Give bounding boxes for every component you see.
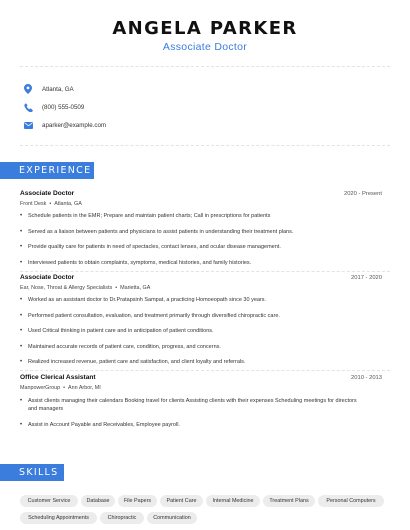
job-divider — [20, 370, 390, 371]
contact-divider — [20, 145, 390, 146]
job-title: Associate Doctor — [20, 274, 75, 281]
contact-email — [22, 118, 106, 132]
job-location: Atlanta, GA — [54, 201, 82, 207]
header-divider — [20, 66, 390, 67]
skill-chip: Scheduling Appointments — [20, 512, 97, 524]
skill-chip: Internal Medicine — [206, 495, 260, 507]
contact-location — [22, 82, 74, 96]
list-item: • Served as a liaison between patients and physicians to assist patients in understanding their treatment plans. — [20, 229, 294, 235]
list-item: • Interviewed patients to obtain complaints, symptoms, medical histories, and family histories. — [20, 260, 252, 266]
job-title: Office Clerical Assistant — [20, 374, 96, 381]
job-location: Marietta, GA — [120, 285, 151, 291]
list-item: • Worked as an assistant doctor to Dr.Pratapsinh Sampat, a practicing Homoeopath since 30 years. — [20, 297, 267, 303]
job-date: 2010 - 2013 — [351, 375, 382, 381]
job-date: 2017 - 2020 — [351, 275, 382, 281]
skill-chip: Database — [81, 495, 115, 507]
resume-name: ANGELA PARKER — [112, 18, 298, 39]
list-item: • Maintained accurate records of patient care, condition, progress, and concerns. — [20, 344, 221, 350]
job-company-line: ManpowerGroup • Ann Arbor, MI — [20, 385, 101, 391]
list-item: • Provide quality care for patients in need of spectacles, contact lenses, and ocular disease management. — [20, 244, 281, 250]
job-company: ManpowerGroup — [20, 385, 61, 391]
phone-icon — [22, 101, 34, 113]
list-item: • Performed patient consultation, evaluation, and treatment primarily through diversified chiropractic care. — [20, 313, 280, 319]
contact-phone — [22, 100, 84, 114]
job-date: 2020 - Present — [343, 191, 382, 197]
job-company-line: Ear, Nose, Throat & Allergy Specialists • Marietta, GA — [20, 285, 151, 291]
list-item: • Realized increased revenue, patient care and satisfaction, and client loyalty and referrals. — [20, 359, 246, 365]
experience-heading: EXPERIENCE — [0, 162, 94, 179]
resume-title: Associate Doctor — [162, 41, 248, 53]
contact-phone-text: (800) 555-0509 — [42, 103, 85, 111]
map-pin-icon — [22, 83, 34, 95]
list-item: • Assist in Account Payable and Receivables, Employee payroll. — [20, 422, 180, 428]
job-company: Front Desk — [20, 201, 47, 207]
skill-chip: Customer Service — [20, 495, 78, 507]
list-item: • Used Critical thinking in patient care and in anticipation of patient conditions. — [20, 328, 214, 334]
skills-heading: SKILLS — [0, 464, 64, 481]
list-item: • Schedule patients in the EMR; Prepare and maintain patient charts; Call in prescriptions for patients — [20, 213, 271, 219]
skill-chip: Treatment Plans — [263, 495, 315, 507]
job-company-line: Front Desk • Atlanta, GA — [20, 201, 82, 207]
job-company: Ear, Nose, Throat & Allergy Specialists — [20, 285, 113, 291]
job-location: Ann Arbor, MI — [68, 385, 101, 391]
envelope-icon — [22, 119, 34, 131]
skill-chip: Communication — [147, 512, 197, 524]
job-divider — [20, 271, 390, 272]
skill-chip: Chiropractic — [100, 512, 144, 524]
skill-chip: Patient Care — [160, 495, 203, 507]
job-title: Associate Doctor — [20, 190, 75, 197]
list-item: • Assist clients managing their calendars Booking travel for clients Assisting clients with their expenses Scheduling meetings for directors and managers — [20, 398, 357, 412]
skill-chip: Personal Computers — [318, 495, 384, 507]
skill-chip: File Papers — [118, 495, 157, 507]
contact-location-text: Atlanta, GA — [42, 85, 74, 93]
contact-email-text: aparker@example.com — [42, 121, 107, 129]
